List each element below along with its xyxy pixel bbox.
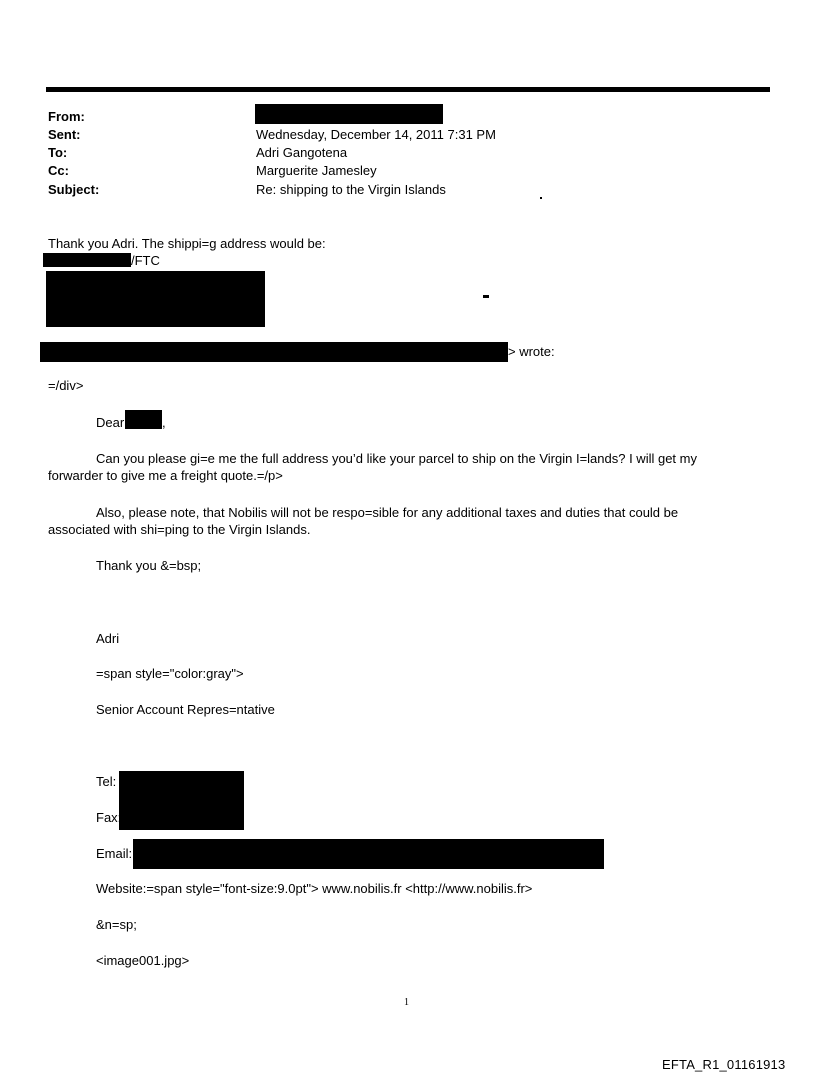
- dear-suffix: ,: [162, 415, 166, 430]
- dear-prefix: Dear: [96, 415, 125, 430]
- to-value: Adri Gangotena: [256, 145, 348, 160]
- para2-line2: associated with shi=ping to the Virgin Islands.: [48, 522, 311, 537]
- sent-value: Wednesday, December 14, 2011 7:31 PM: [256, 127, 496, 142]
- from-label: From:: [48, 109, 85, 124]
- signature-name: Adri: [96, 631, 120, 646]
- to-label: To:: [48, 145, 68, 160]
- email-label: Email:: [96, 846, 133, 861]
- page-number: 1: [404, 997, 409, 1008]
- image-attachment: <image001.jpg>: [96, 953, 190, 968]
- phone-fax-redaction: [119, 771, 244, 830]
- thank-you-line: Thank you &=bsp;: [96, 558, 202, 573]
- tel-label: Tel:: [96, 774, 117, 789]
- subject-value: Re: shipping to the Virgin Islands: [256, 182, 446, 197]
- para1-line2: forwarder to give me a freight quote.=/p>: [48, 468, 283, 483]
- stray-dash: [483, 295, 489, 298]
- from-redaction: [255, 104, 443, 124]
- subject-label: Subject:: [48, 182, 100, 197]
- email-redaction: [133, 839, 604, 869]
- address-line1-redaction: [43, 253, 131, 267]
- fax-label: Fax:: [96, 810, 122, 825]
- signature-title: Senior Account Repres=ntative: [96, 702, 275, 717]
- stray-dot: [540, 197, 542, 199]
- recipient-name-redaction: [125, 410, 162, 429]
- address-block-redaction: [46, 271, 265, 327]
- wrote-text: > wrote:: [508, 344, 555, 359]
- document-id: EFTA_R1_01161913: [662, 1057, 786, 1072]
- cc-label: Cc:: [48, 163, 69, 178]
- para1-line1: Can you please gi=e me the full address you’d like your parcel to ship on the Virgin I=lands? I will get my: [96, 451, 697, 466]
- website-line: Website:=span style="font-size:9.0pt"> www.nobilis.fr <http://www.nobilis.fr>: [96, 881, 533, 896]
- cc-value: Marguerite Jamesley: [256, 163, 377, 178]
- nbsp-artifact: &n=sp;: [96, 917, 137, 932]
- header-rule: [46, 87, 770, 92]
- div-artifact: =/div>: [48, 378, 84, 393]
- sender-redaction: [40, 342, 508, 362]
- para2-line1: Also, please note, that Nobilis will not be respo=sible for any additional taxes and duties that could be: [96, 505, 679, 520]
- ftc-text: /FTC: [131, 253, 160, 268]
- span-gray-artifact: =span style="color:gray">: [96, 666, 244, 681]
- sent-label: Sent:: [48, 127, 81, 142]
- thanks-line: Thank you Adri. The shippi=g address would be:: [48, 236, 326, 251]
